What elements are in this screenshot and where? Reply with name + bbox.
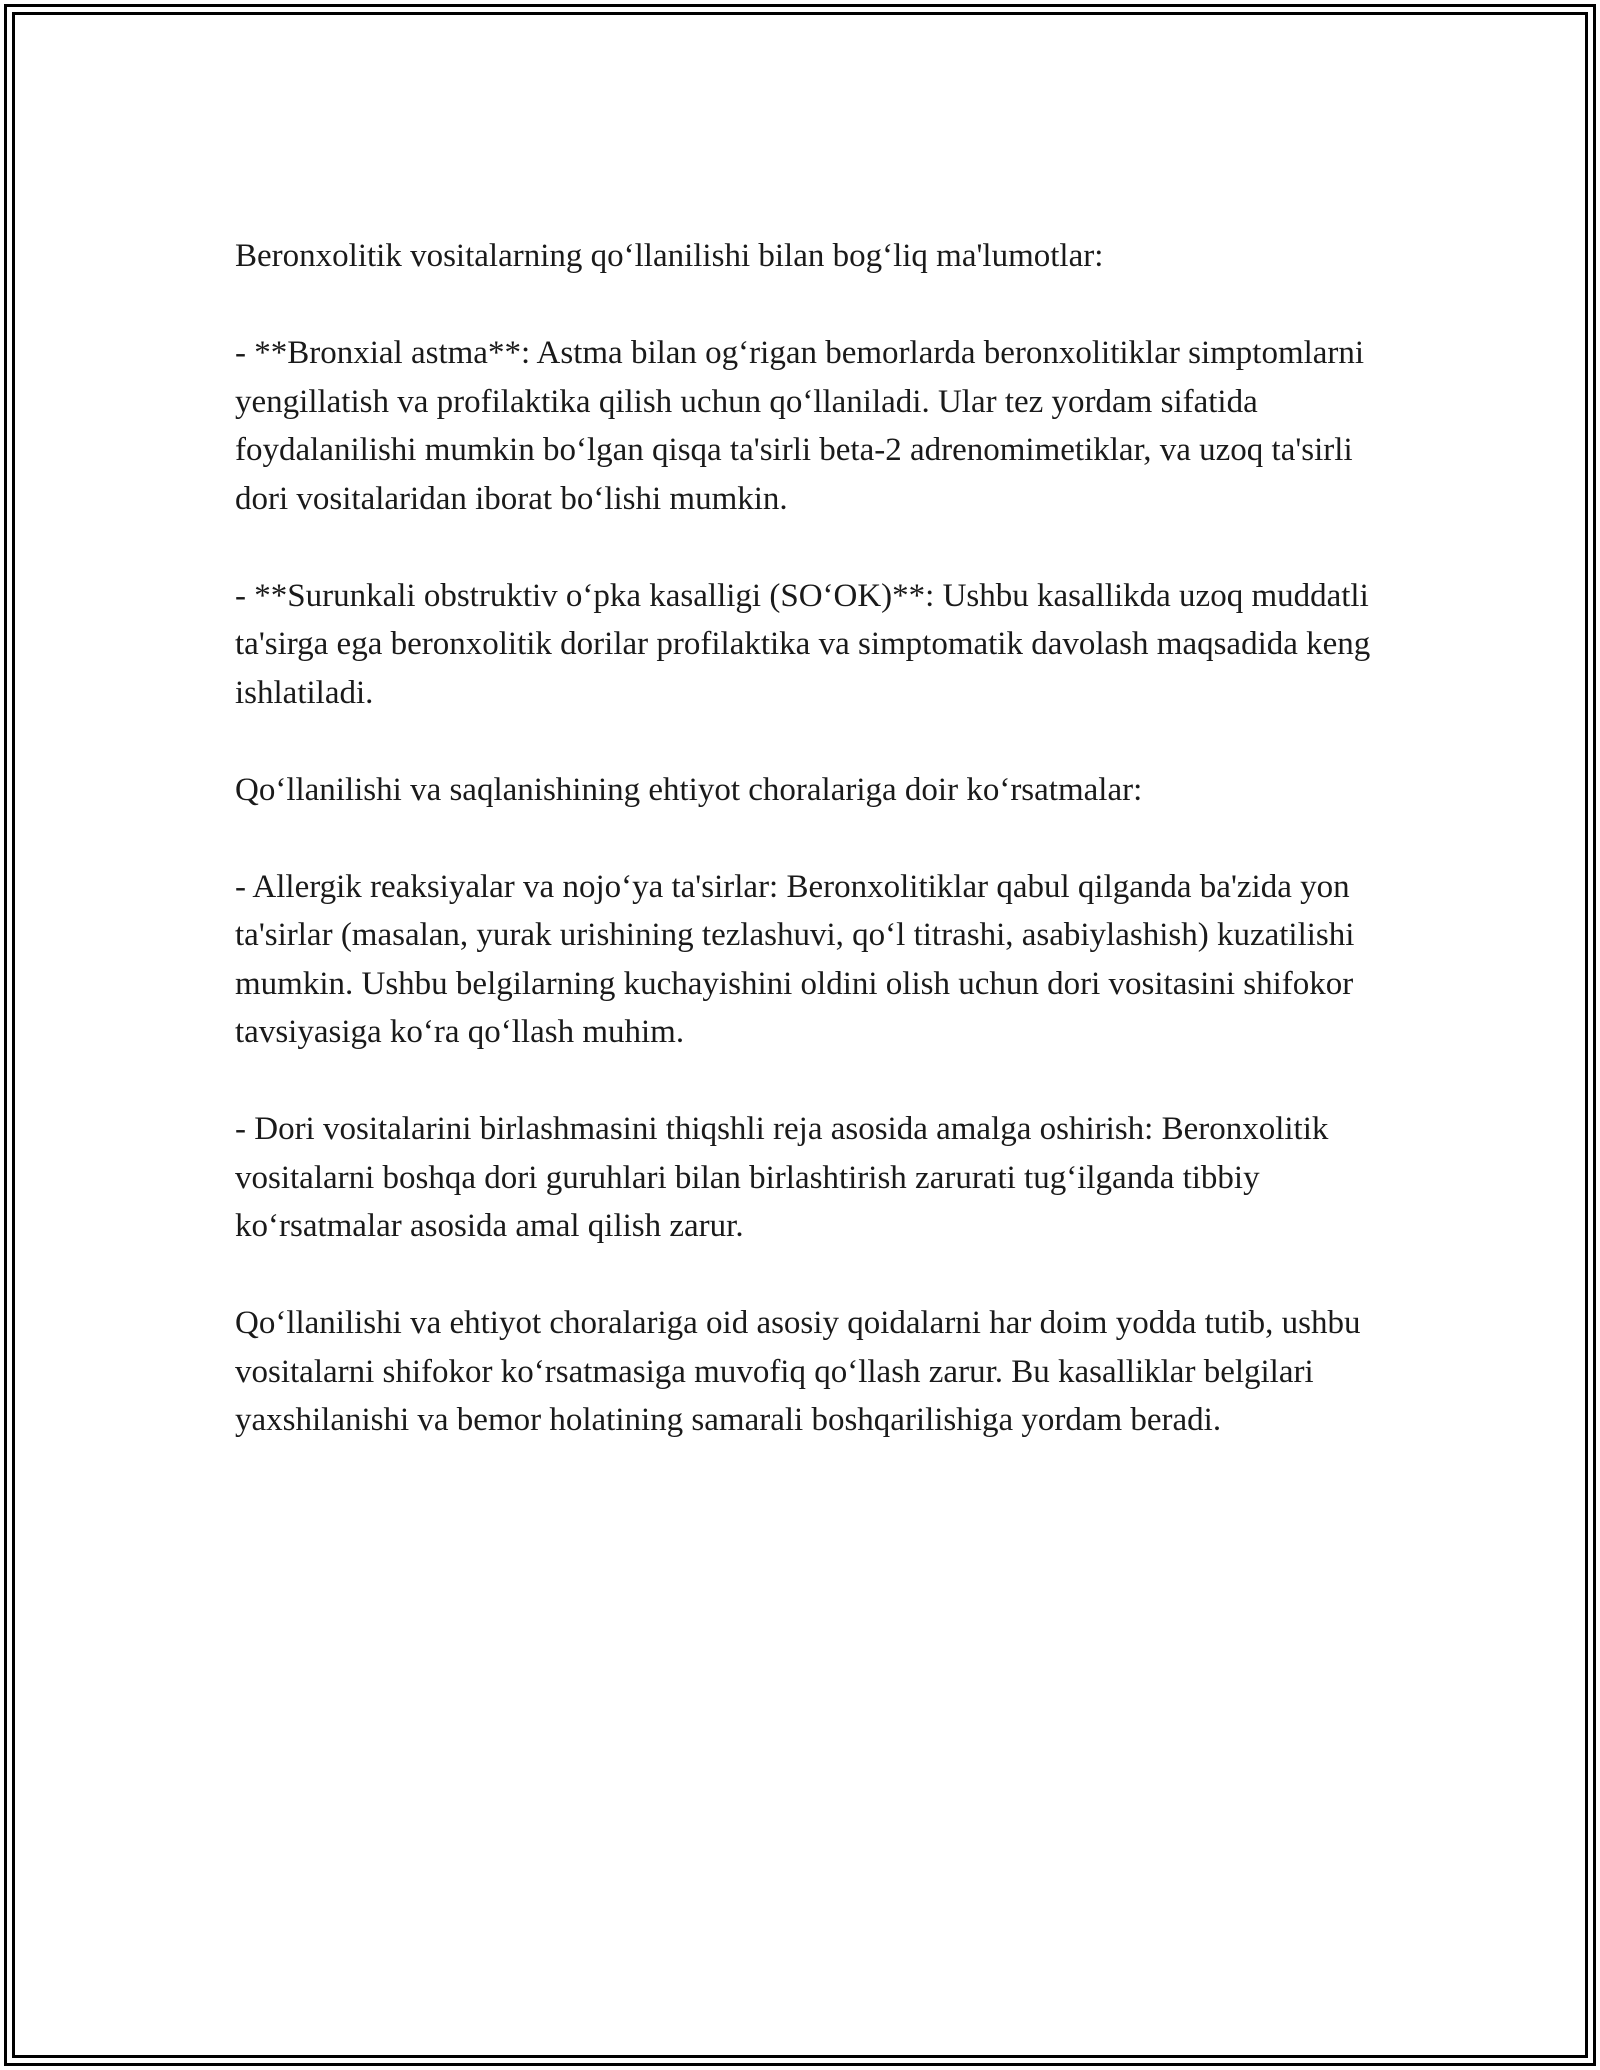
- paragraph-conclusion: Qo‘llanilishi va ehtiyot choralariga oid asosiy qoidalarni har doim yodda tutib, ushbu vositalarni shifokor ko‘rsatmasiga muvofiq qo‘llash zarur. Bu kasalliklar belgilari yaxshilanishi va bemor holatining samarali boshqarilishiga yordam beradi.: [235, 1305, 1361, 1438]
- paragraph-combination-therapy: - Dori vositalarini birlashmasini thiqshli reja asosida amalga oshirish: Beronxolitik vositalarni boshqa dori guruhlari bilan birlashtirish zarurati tug‘ilganda tibbiy ko‘rsatmalar asosida amal qilish zarur.: [235, 1111, 1329, 1244]
- intro-heading: Beronxolitik vositalarning qo‘llanilishi bilan bog‘liq ma'lumotlar:: [235, 238, 1104, 274]
- paragraph-copd: - **Surunkali obstruktiv o‘pka kasalligi (SO‘OK)**: Ushbu kasallikda uzoq muddatli ta'sirga ega beronxolitik dorilar profilaktika va simptomatik davolash maqsadida keng ishlatiladi.: [235, 577, 1371, 711]
- precautions-heading: Qo‘llanilishi va saqlanishining ehtiyot choralariga doir ko‘rsatmalar:: [235, 771, 1143, 808]
- paragraph-bronchial-asthma: - **Bronxial astma**: Astma bilan og‘rigan bemorlarda beronxolitiklar simptomlarni yengillatish va profilaktika qilish uchun qo‘llaniladi. Ular tez yordam sifatida foydalanilishi mumkin bo‘lgan qisqa ta'sirli beta-2 adrenomimetiklar, va uzoq ta'sirli dori vositalaridan iborat bo‘lishi mumkin.: [235, 335, 1365, 517]
- document-body: [235, 232, 1385, 1493]
- paragraph-side-effects: - Allergik reaksiyalar va nojo‘ya ta'sirlar: Beronxolitiklar qabul qilganda ba'zida yon ta'sirlar (masalan, yurak urishining tezlashuvi, qo‘l titrashi, asabiylashish) kuzatilishi mumkin. Ushbu belgilarning kuchayishini oldini olish uchun dori vositasini shifokor tavsiyasiga ko‘ra qo‘llash muhim.: [235, 868, 1355, 1050]
